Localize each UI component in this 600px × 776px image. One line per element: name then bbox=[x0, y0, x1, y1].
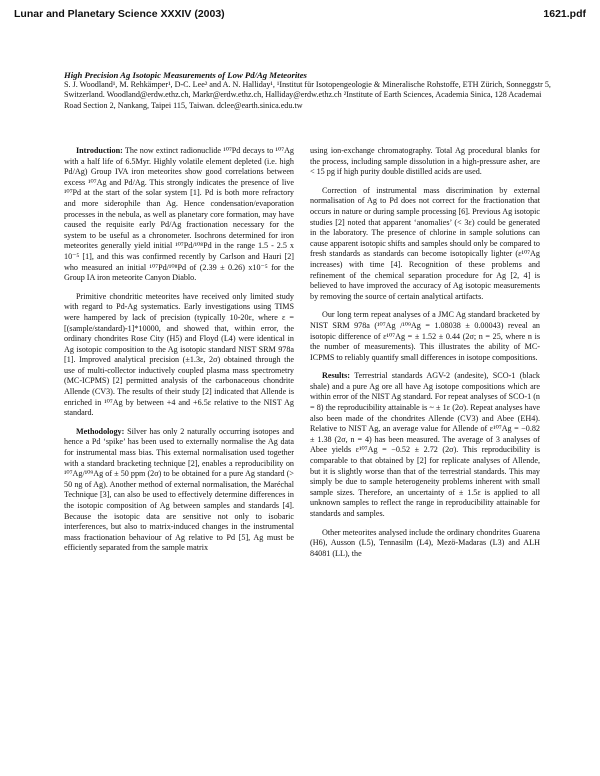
paragraph-text: Other meteorites analysed include the ordinary chondrites Guarena (H6), Ausson (L5), Tennasilm (L4), Mezö-Madaras (L3) and ALH 84081 (LL), the bbox=[310, 527, 540, 558]
right-column bbox=[310, 146, 540, 567]
section-heading: Methodology: bbox=[76, 426, 125, 436]
paragraph bbox=[310, 371, 540, 519]
paragraph bbox=[310, 186, 540, 303]
left-column bbox=[64, 146, 294, 562]
paragraph-text: Terrestrial standards AGV-2 (andesite), SCO-1 (black shale) and a pure Ag ore all have Ag isotope compositions which are within error of the NIST Ag standard. For repeat analyses of SCO-1 (n = 8) the reproducibility attainable is ~ ± 1ε (2σ). Repeat analyses have also been made of the chondrites Allende (CV3) and Abee (EH4). Relative to NIST Ag, an average value for Allende of ε¹⁰⁷Ag = −0.82 ± 1.38 (2σ, n = 4) has been measured. The average of 3 analyses of Abee yields ε¹⁰⁷Ag = −0.52 ± 2.72 (2σ). This reproducibility is comparable to that obtained by [2] for replicate analyses of Allende, but it is slightly worse than that of the terrestrial standards. This may simply be due to sample heterogeneity problems inherent with small sample sizes. Therefore, an uncertainty of ± 1.5ε is applied to all unknown samples to reflect the range in reproducibility attainable for standards and samples. bbox=[310, 371, 540, 518]
paragraph-text: using ion-exchange chromatography. Total Ag procedural blanks for the process, including sample dissolution in a high-pressure asher, are < 15 pg if high purity double distilled acids are used. bbox=[310, 146, 540, 177]
paragraph bbox=[64, 427, 294, 554]
paragraph bbox=[310, 146, 540, 178]
paragraph bbox=[64, 146, 294, 284]
author-affiliations: S. J. Woodland¹, M. Rehkämper¹, D-C. Lee² and A. N. Halliday¹, ¹Institut für Isotopengeologie & Mineralische Rohstoffe, ETH Zürich, Sonneggstr 5, Switzerland. Woodland@erdw.ethz.ch, Markr@erdw.ethz.ch, Halliday@erdw.ethz.ch ²Institute of Earth Sciences, Academia Sinica, 128 Academai Road Section 2, Nankang, Taipei 115, Taiwan. dclee@earth.sinica.edu.tw bbox=[64, 80, 551, 110]
paragraph-text: Primitive chondritic meteorites have received only limited study with regard to Pd-Ag systematics. Early investigations using TIMS were hampered by lack of precision (typically 10-20ε, where ε = [(sample/standard)-1]*10000, and showed that, within error, the ordinary chondrites Rose City (H5) and Floyd (L4) were identical in Ag isotopic composition to the Ag isotopic standard NIST SRM 978a [1]. Improved analytical precision (±1.3ε, 2σ) obtained through the use of multi-collector inductively coupled plasma mass spectrometry (MC-ICPMS) [2] permitted analysis of the carbonaceous chondrite Allende (CV3). The results of their study [2] indicated that Allende is enriched in ¹⁰⁷Ag by between +4 and +6.5ε relative to the NIST Ag standard. bbox=[64, 291, 294, 418]
paragraph-text: Silver has only 2 naturally occurring isotopes and hence a Pd ‘spike’ has been used to externally normalise the Ag data for instrumental mass bias. This external normalisation used together with a standard bracketing technique [2], enables a reproducibility on ¹⁰⁷Ag/¹⁰⁹Ag of ± 50 ppm (2σ) to be obtained for a pure Ag standard (> 50 ng of Ag). Another method of external normalisation, the Maréchal Technique [3], can also be used to effectively determine differences in the isotopic composition of Ag between samples and standards [4]. Because the isotopic data are sensitive not only to isobaric interferences, but also to matrix-induced changes in the instrumental mass fractionation behaviour of Ag relative to Pd [5], Ag must be efficiently separated from the sample matrix bbox=[64, 426, 294, 553]
file-name: 1621.pdf bbox=[543, 8, 586, 20]
paragraph-text: Correction of instrumental mass discrimination by external normalisation of Ag to Pd does not correct for the fractionation that occurs in nature or during sample processing [6]. Previous Ag isotopic studies [2] noted that apparent ‘anomalies’ (< 3ε) could be generated in the laboratory. The presence of chlorine in sample solutions can cause apparent isotopic shifts and samples should only be compared to fresh standards as standards can become isotopically lighter (ε¹⁰⁷Ag increases) with time [4]. Recognition of these problems and refinement of the chemical separation procedure for Ag [2, 4] is believed to have improved the accuracy of Ag isotopic measurements by removing the source of certain analytical artifacts. bbox=[310, 185, 540, 301]
paragraph-text: The now extinct radionuclide ¹⁰⁷Pd decays to ¹⁰⁷Ag with a half life of 6.5Myr. Highly volatile element depleted (i.e. high Pd/Ag) Group IVA iron meteorites show good correlations between excess ¹⁰⁷Ag and Pd/Ag. This strongly indicates the presence of live ¹⁰⁷Pd at the start of the solar system [1]. Pd is both more refractory and more siderophile than Ag. Hence condensation/evaporation processes in the nebula, as well as planetary core formation, may have caused the requisite early Pd/Ag fractionation necessary for the system to be useful as a chronometer. Isochrons determined for iron meteorites generally yield initial ¹⁰⁷Pd/¹⁰⁸Pd in the range 1.5 - 2.5 x 10⁻⁵ [1], and this was confirmed recently by Carlson and Hauri [2] who measured an initial ¹⁰⁷Pd/¹⁰⁸Pd of (2.39 ± 0.26) x10⁻⁵ for the Group IA iron meteorite Canyon Diablo. bbox=[64, 146, 294, 283]
paragraph bbox=[64, 292, 294, 419]
paragraph bbox=[310, 310, 540, 363]
section-heading: Results: bbox=[322, 371, 350, 381]
section-heading: Introduction: bbox=[76, 146, 123, 155]
paper-title: High Precision Ag Isotopic Measurements of Low Pd/Ag Meteorites bbox=[64, 70, 307, 80]
page-header bbox=[14, 8, 586, 26]
journal-title: Lunar and Planetary Science XXXIV (2003) bbox=[14, 8, 225, 20]
paragraph-text: Our long term repeat analyses of a JMC Ag standard bracketed by NIST SRM 978a (¹⁰⁷Ag /¹⁰⁹Ag = 1.08038 ± 0.00043) reveal an isotopic difference of ε¹⁰⁷Ag = ± 1.52 ± 0.44 (2σ; n = 25, where n is the number of measurements). This illustrates the ability of MC-ICPMS to reliably quantify small differences in isotope compositions. bbox=[310, 310, 540, 362]
paragraph bbox=[310, 528, 540, 560]
